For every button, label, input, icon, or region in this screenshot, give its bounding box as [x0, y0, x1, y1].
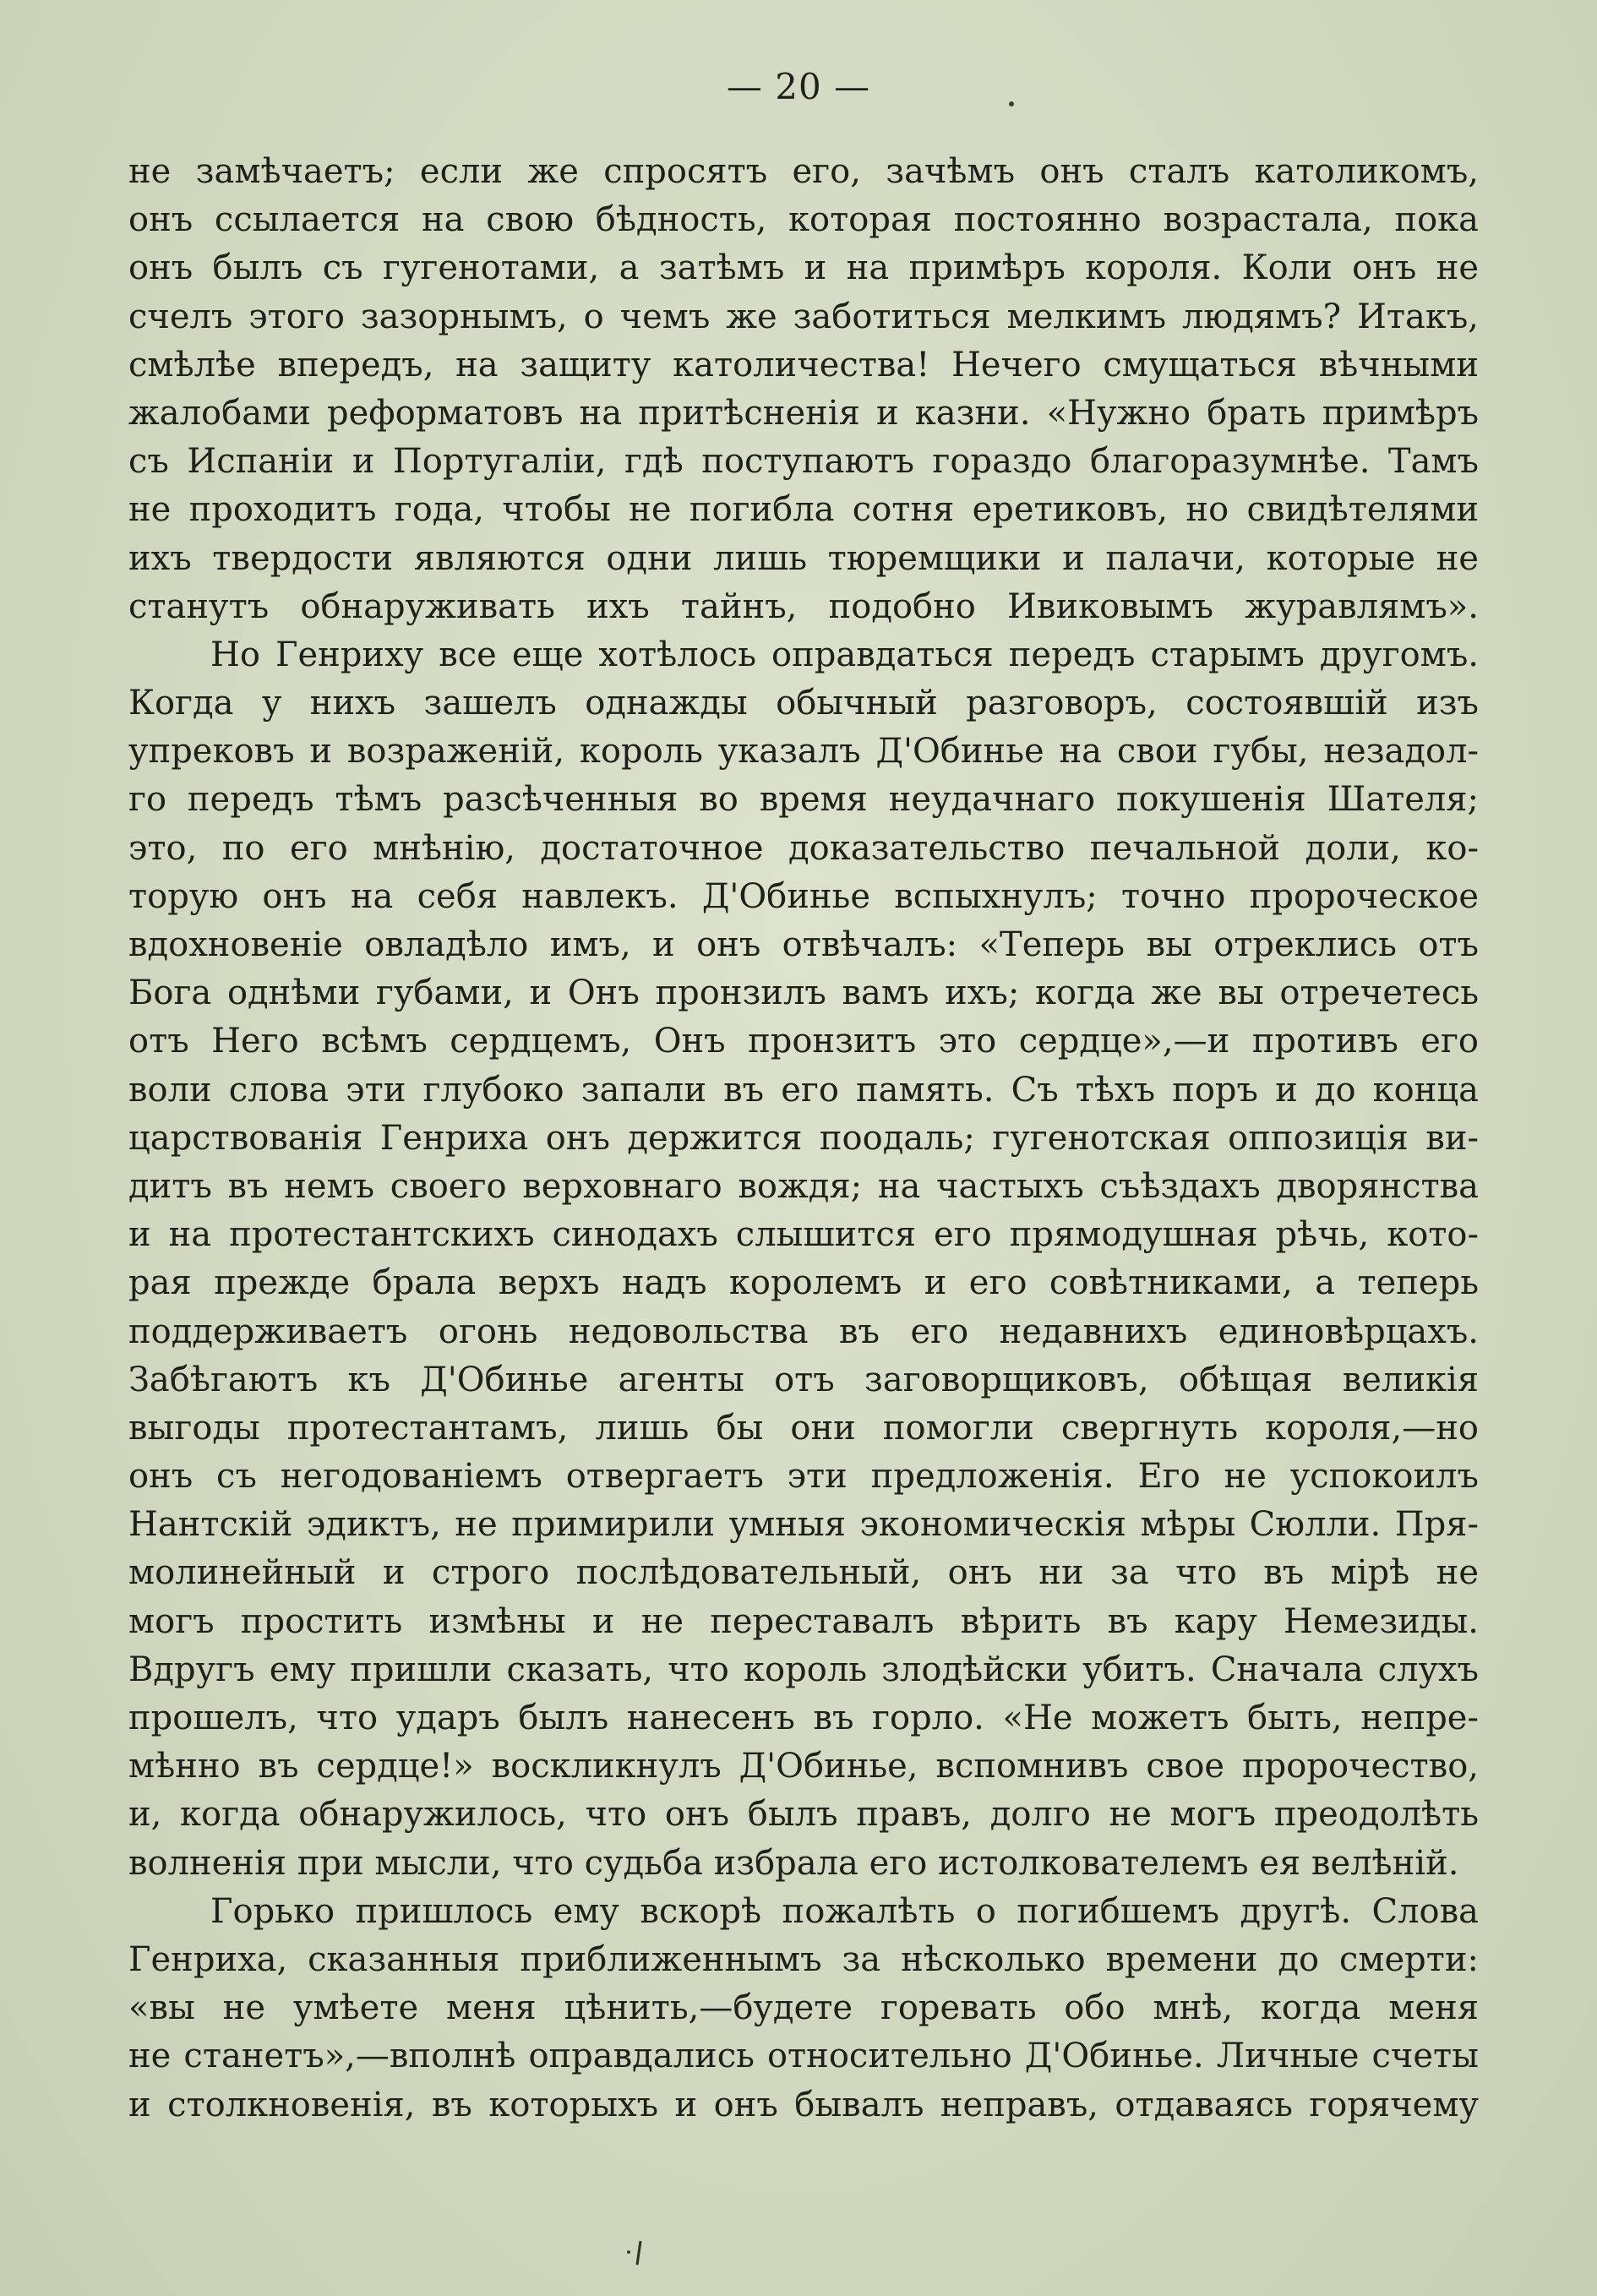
- text-line: выгоды протестантамъ, лишь бы они помогли свергнуть короля,—но: [128, 1408, 1479, 1448]
- text-line: и столкновенія, въ которыхъ и онъ бывалъ неправъ, отдаваясь горячему: [128, 2085, 1479, 2124]
- text-line: онъ ссылается на свою бѣдность, которая постоянно возрастала, пока: [128, 200, 1479, 240]
- text-line: Но Генриху все еще хотѣлось оправдаться передъ старымъ другомъ.: [210, 635, 1479, 674]
- text-line: вдохновеніе овладѣло имъ, и онъ отвѣчалъ: «Теперь вы отреклись отъ: [128, 925, 1479, 964]
- text-line: смѣлѣе впередъ, на защиту католичества! Нечего смущаться вѣчными: [128, 345, 1479, 384]
- text-line: не проходитъ года, чтобы не погибла сотня еретиковъ, но свидѣтелями: [128, 490, 1479, 530]
- text-line: мѣнно въ сердце!» воскликнулъ Д'Обинье, вспомнивъ свое пророчество,: [128, 1747, 1479, 1786]
- text-line: не станетъ»,—вполнѣ оправдались относительно Д'Обинье. Личные счеты: [128, 2037, 1479, 2076]
- body-text: [128, 148, 1479, 2130]
- text-line: жалобами реформатовъ на притѣсненія и казни. «Нужно брать примѣръ: [128, 393, 1479, 433]
- text-line: Вдругъ ему пришли сказать, что король злодѣйски убитъ. Сначала слухъ: [128, 1650, 1479, 1689]
- text-line: го передъ тѣмъ разсѣченныя во время неудачнаго покушенія Шателя;: [128, 780, 1479, 820]
- text-line: Когда у нихъ зашелъ однажды обычный разговоръ, состоявшій изъ: [128, 684, 1479, 723]
- text-line: дитъ въ немъ своего верховнаго вождя; на частыхъ съѣздахъ дворянства: [128, 1166, 1479, 1206]
- text-line: онъ былъ съ гугенотами, а затѣмъ и на примѣръ короля. Коли онъ не: [128, 248, 1479, 288]
- text-line: станутъ обнаруживать ихъ тайнъ, подобно Ивиковымъ журавлямъ».: [128, 586, 1479, 626]
- text-line: торую онъ на себя навлекъ. Д'Обинье вспыхнулъ; точно пророческое: [128, 876, 1479, 916]
- text-line: и, когда обнаружилось, что онъ былъ правъ, долго не могъ преодолѣть: [128, 1795, 1479, 1835]
- text-line: съ Испаніи и Португаліи, гдѣ поступаютъ гораздо благоразумнѣе. Тамъ: [128, 442, 1479, 482]
- text-line: Генриха, сказанныя приближеннымъ за нѣсколько времени до смерти:: [128, 1939, 1479, 1979]
- text-line: отъ Него всѣмъ сердцемъ, Онъ пронзитъ это сердце»,—и противъ его: [128, 1022, 1479, 1061]
- text-line: «вы не умѣете меня цѣнить,—будете горевать обо мнѣ, когда меня: [128, 1988, 1479, 2028]
- text-line: молинейный и строго послѣдовательный, онъ ни за что въ мірѣ не: [128, 1553, 1479, 1593]
- text-line: ихъ твердости являются одни лишь тюремщики и палачи, которые не: [128, 538, 1479, 578]
- text-line: прошелъ, что ударъ былъ нанесенъ въ горло. «Не можетъ быть, непре-: [128, 1699, 1479, 1737]
- text-line: не замѣчаетъ; если же спросятъ его, зачѣмъ онъ сталъ католикомъ,: [128, 152, 1479, 191]
- text-line: это, по его мнѣнію, достаточное доказательство печальной доли, ко-: [128, 828, 1479, 868]
- text-line: волненія при мысли, что судьба избрала его истолкователемъ ея велѣній.: [128, 1843, 1459, 1883]
- text-line: и на протестантскихъ синодахъ слышится его прямодушная рѣчь, кото-: [128, 1215, 1479, 1255]
- text-line: рая прежде брала верхъ надъ королемъ и его совѣтниками, а теперь: [128, 1263, 1479, 1303]
- page-number: — 20 —: [726, 66, 871, 107]
- text-line: Нантскій эдиктъ, не примирили умныя экономическія мѣры Сюлли. Пря-: [128, 1505, 1479, 1545]
- text-line: счелъ этого зазорнымъ, о чемъ же заботиться мелкимъ людямъ? Итакъ,: [128, 297, 1479, 336]
- text-line: царствованія Генриха онъ держится поодаль; гугенотская оппозиція ви-: [128, 1118, 1479, 1158]
- text-line: упрековъ и возраженій, король указалъ Д'Обинье на свои губы, незадол-: [128, 732, 1479, 772]
- text-line: Горько пришлось ему вскорѣ пожалѣть о погибшемъ другѣ. Слова: [210, 1891, 1479, 1931]
- text-line: поддерживаетъ огонь недовольства въ его недавнихъ единовѣрцахъ.: [128, 1312, 1479, 1351]
- text-line: могъ простить измѣны и не переставалъ вѣрить въ кару Немезиды.: [128, 1601, 1479, 1641]
- text-line: онъ съ негодованіемъ отвергаетъ эти предложенія. Его не успокоилъ: [128, 1457, 1479, 1497]
- text-line: Бога однѣми губами, и Онъ пронзилъ вамъ ихъ; когда же вы отречетесь: [128, 973, 1479, 1013]
- text-line: Забѣгаютъ къ Д'Обинье агенты отъ заговорщиковъ, обѣщая великія: [128, 1360, 1479, 1399]
- text-line: воли слова эти глубоко запали въ его память. Съ тѣхъ поръ и до конца: [128, 1070, 1479, 1110]
